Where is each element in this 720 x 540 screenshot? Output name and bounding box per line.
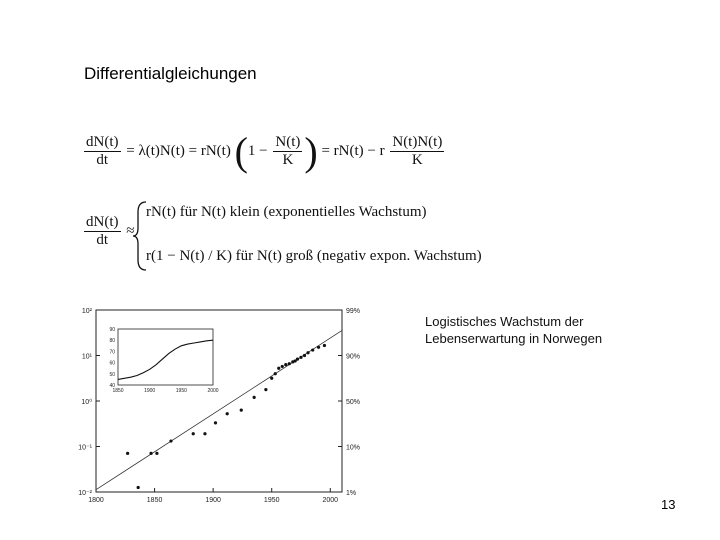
data-point (303, 354, 306, 357)
data-point (203, 432, 206, 435)
eq1-frac-numerator: N(t) (275, 134, 301, 150)
eq1-fraction2 (390, 134, 444, 169)
data-point (323, 344, 326, 347)
case-small: rN(t) für N(t) klein (exponentielles Wachstum) (146, 204, 427, 220)
inset-y-tick-label: 90 (109, 327, 115, 333)
data-point (274, 372, 277, 375)
eq1-frac2-numerator: N(t)N(t) (392, 134, 443, 150)
data-point (226, 412, 229, 415)
caption-line-1: Logistisches Wachstum der (425, 314, 584, 329)
inset-x-tick-label: 1900 (144, 388, 156, 394)
x-tick-label: 1900 (205, 497, 221, 504)
inset-x-tick-label: 2000 (207, 388, 219, 394)
data-point (311, 348, 314, 351)
lhs2-derivative (84, 214, 121, 249)
data-point (270, 377, 273, 380)
case-large: r(1 − N(t) / K) für N(t) groß (negativ expon. Wachstum) (146, 248, 482, 264)
lhs2-numerator: dN(t) (86, 214, 119, 230)
inset-y-tick-label: 40 (109, 383, 115, 389)
lhs2-denominator: dt (96, 232, 109, 248)
y-left-tick-label: 10⁻¹ (78, 444, 92, 452)
lhs-derivative (84, 134, 121, 169)
y-right-tick-label: 90% (346, 353, 361, 361)
x-tick-label: 1950 (263, 497, 280, 504)
lhs-denominator: dt (96, 152, 109, 168)
x-tick-label: 1800 (88, 497, 104, 504)
slide-title: Differentialgleichungen (84, 64, 257, 83)
y-right-tick-label: 99% (346, 308, 361, 315)
eq1-one-minus: 1 − (247, 142, 268, 159)
data-point (277, 367, 280, 370)
eq1-frac2-denominator: K (411, 152, 423, 168)
data-point (264, 388, 267, 391)
inset-y-tick-label: 50 (109, 371, 115, 378)
y-right-tick-label: 50% (346, 399, 361, 406)
eq1-part2: = rN(t) − r (321, 142, 385, 159)
eq1-part1: = λ(t)N(t) = rN(t) (126, 142, 231, 159)
life-expectancy-chart (70, 302, 380, 512)
y-right-tick-label: 10% (346, 444, 361, 452)
equation-logistic (82, 128, 446, 175)
caption-line-2: Lebenserwartung in Norwegen (425, 331, 603, 346)
data-point (299, 356, 302, 359)
data-point (306, 351, 309, 354)
eq1-fraction (273, 134, 302, 169)
data-point (192, 432, 195, 435)
data-point (281, 365, 284, 368)
data-point (214, 421, 217, 424)
figure-caption (425, 313, 602, 347)
y-left-tick-label: 10⁰ (81, 399, 92, 406)
data-point (240, 409, 243, 412)
data-point (126, 452, 129, 455)
y-left-tick-label: 10¹ (81, 353, 92, 361)
inset-x-tick-label: 1950 (175, 388, 187, 394)
x-tick-label: 1850 (146, 497, 163, 504)
equation-approximation (82, 214, 134, 249)
approx-symbol: ≈ (126, 222, 135, 239)
inset-y-tick-label: 70 (109, 349, 115, 356)
data-point (169, 439, 172, 442)
data-point (296, 358, 299, 361)
eq1-frac-denominator: K (282, 152, 294, 168)
data-point (137, 486, 140, 489)
x-tick-label: 2000 (322, 497, 339, 504)
data-point (155, 452, 158, 455)
page-number: 13 (661, 497, 676, 512)
y-left-tick-label: 10² (81, 308, 92, 315)
left-bracket: ( (234, 129, 248, 174)
inset-x-tick-label: 1850 (112, 388, 124, 394)
data-point (288, 362, 291, 365)
data-point (284, 363, 287, 366)
y-left-tick-label: 10⁻² (78, 490, 92, 497)
inset-y-tick-label: 60 (109, 360, 115, 367)
data-point (317, 346, 320, 349)
inset-y-tick-label: 80 (109, 338, 115, 345)
right-bracket: ) (304, 129, 318, 174)
y-right-tick-label: 1% (346, 490, 357, 497)
data-point (149, 452, 152, 455)
data-point (253, 396, 256, 399)
lhs-numerator: dN(t) (86, 134, 119, 150)
